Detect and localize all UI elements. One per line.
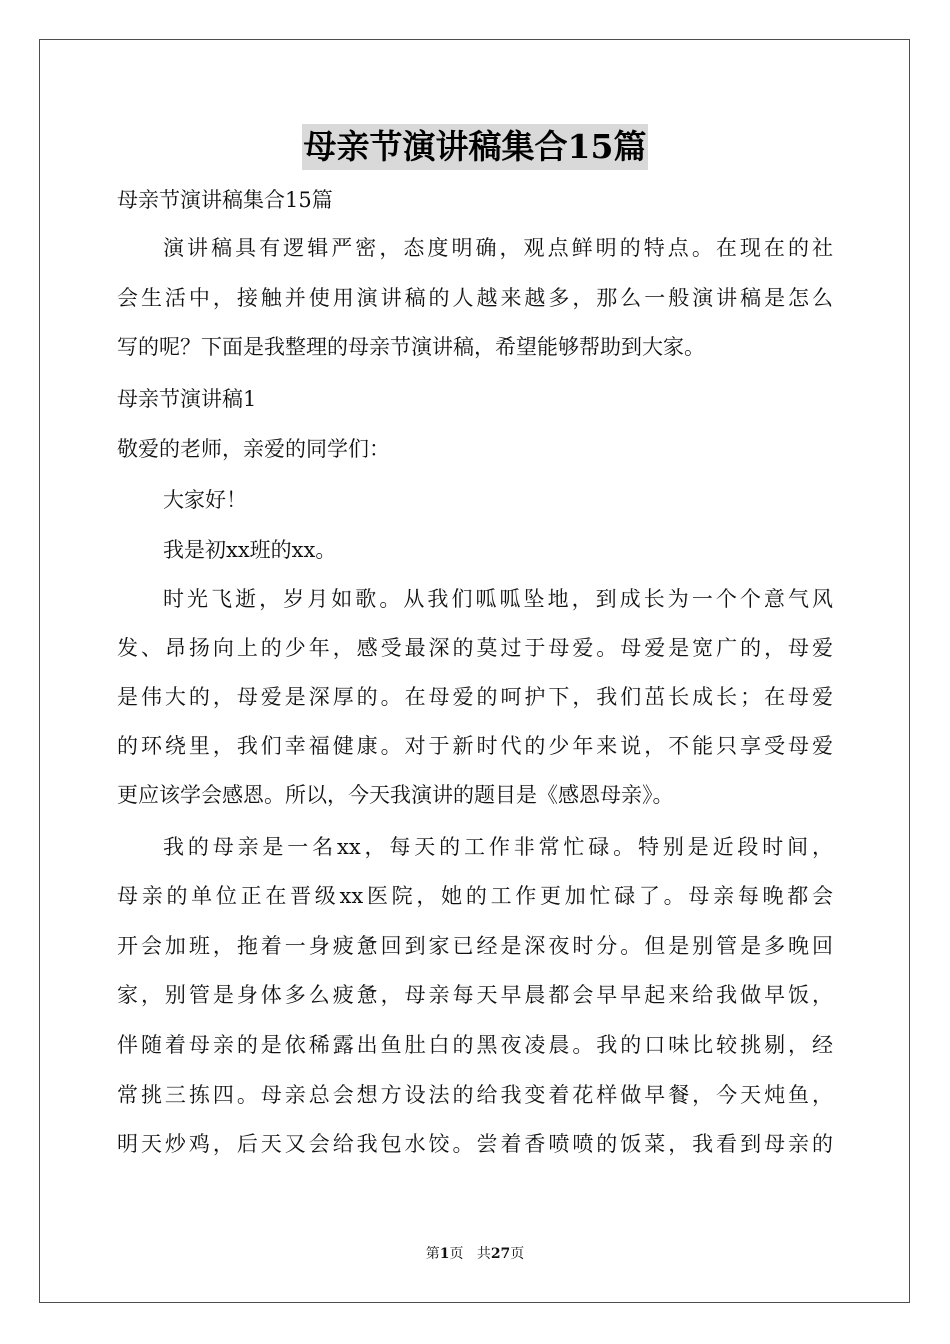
paragraph-line: 我的母亲是一名xx，每天的工作非常忙碌。特别是近段时间， [163,835,833,859]
page-border [39,39,910,1303]
page-number: 1 [439,1246,450,1262]
paragraph-line: 家，别管是身体多么疲惫，母亲每天早晨都会早早起来给我做早饭， [117,983,833,1007]
total-pages: 27 [490,1246,511,1262]
intro-line: 会生活中，接触并使用演讲稿的人越来越多，那么一般演讲稿是怎么 [117,286,833,310]
paragraph-line: 伴随着母亲的是依稀露出鱼肚白的黑夜凌晨。我的口味比较挑剔，经 [117,1033,833,1057]
self-intro: 我是初xx班的xx。 [163,538,337,562]
paragraph-line: 是伟大的，母爱是深厚的。在母爱的呵护下，我们茁长成长；在母爱 [117,685,833,709]
document-title [0,124,950,172]
paragraph-line: 的环绕里，我们幸福健康。对于新时代的少年来说，不能只享受母爱 [117,734,833,758]
paragraph-line: 母亲的单位正在晋级xx医院，她的工作更加忙碌了。母亲每晚都会 [117,884,833,908]
section-heading: 母亲节演讲稿1 [117,387,257,411]
paragraph-line: 更应该学会感恩。所以，今天我演讲的题目是《感恩母亲》。 [117,783,674,807]
total-suffix: 页 [510,1246,525,1262]
paragraph-line: 明天炒鸡，后天又会给我包水饺。尝着香喷喷的饭菜，我看到母亲的 [117,1132,833,1156]
page-suffix: 页 [449,1246,464,1262]
paragraph-line: 常挑三拣四。母亲总会想方设法的给我变着花样做早餐，今天炖鱼， [117,1083,833,1107]
document-title-text: 母亲节演讲稿集合15篇 [302,124,649,170]
intro-line: 演讲稿具有逻辑严密，态度明确，观点鲜明的特点。在现在的社 [163,236,833,260]
page-footer [0,1244,950,1264]
paragraph-line: 时光飞逝，岁月如歌。从我们呱呱坠地，到成长为一个个意气风 [163,587,833,611]
intro-line: 写的呢？下面是我整理的母亲节演讲稿，希望能够帮助到大家。 [117,335,705,359]
paragraph-line: 发、昂扬向上的少年，感受最深的莫过于母爱。母爱是宽广的，母爱 [117,636,833,660]
salutation: 敬爱的老师，亲爱的同学们： [117,437,390,461]
greeting: 大家好！ [163,488,247,512]
total-prefix: 共 [476,1246,491,1262]
subtitle: 母亲节演讲稿集合15篇 [117,188,333,212]
page-prefix: 第 [425,1246,440,1262]
paragraph-line: 开会加班，拖着一身疲惫回到家已经是深夜时分。但是别管是多晚回 [117,934,833,958]
